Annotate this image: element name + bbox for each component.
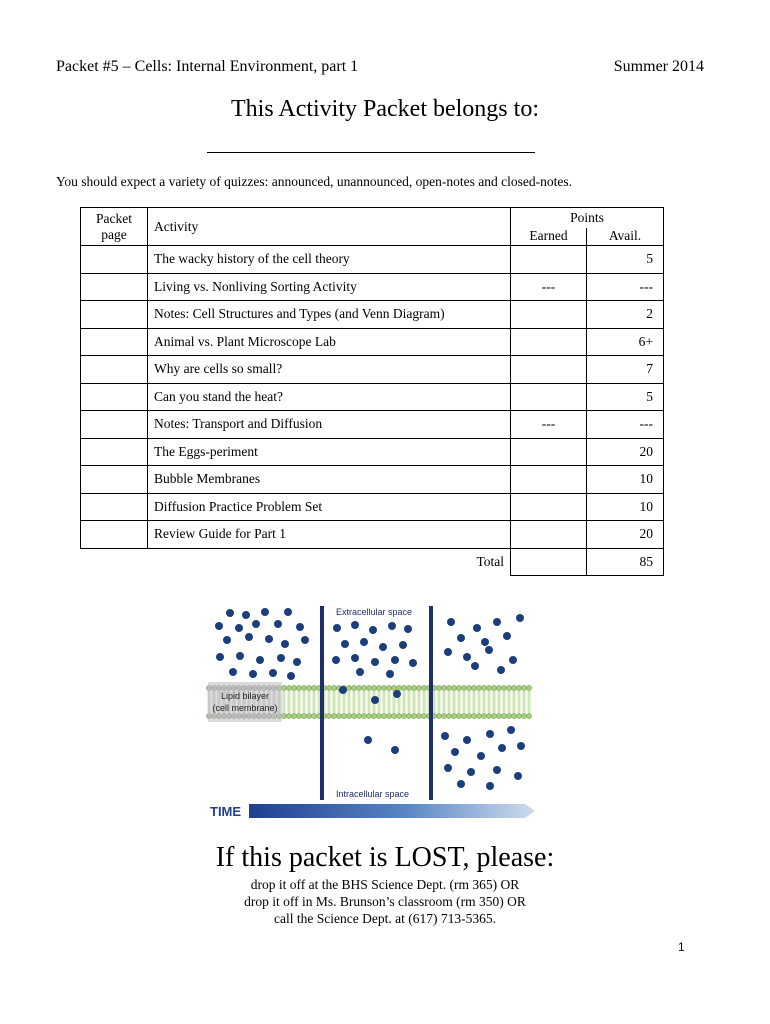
earned-cell[interactable] [511,356,587,384]
molecule-dot [274,620,282,628]
lipid-tail [338,691,341,713]
molecule-dot [486,730,494,738]
lipid-head [371,713,376,718]
earned-cell[interactable] [511,466,587,494]
lipid-head [386,713,391,718]
lipid-head [456,685,461,690]
lipid-tail [478,691,481,713]
lipid-head [471,713,476,718]
lipid-head [511,685,516,690]
molecule-dot [301,636,309,644]
molecule-dot [444,764,452,772]
packet-page-cell[interactable] [81,273,148,301]
lipid-head [296,685,301,690]
molecule-dot [261,608,269,616]
lipid-head [481,685,486,690]
packet-page-cell[interactable] [81,301,148,329]
earned-cell[interactable] [511,328,587,356]
molecule-dot [444,648,452,656]
avail-cell: 7 [587,356,664,384]
lost-heading: If this packet is LOST, please: [215,842,555,873]
table-row [81,438,664,466]
molecule-dot [287,672,295,680]
total-earned-cell[interactable] [511,548,587,576]
lost-line-3: call the Science Dept. at (617) 713-5365. [274,911,496,926]
table-row [81,356,664,384]
lipid-head [406,713,411,718]
lipid-head [356,713,361,718]
packet-page-cell[interactable] [81,356,148,384]
packet-page-cell[interactable] [81,411,148,439]
molecule-dot [371,658,379,666]
packet-page-cell[interactable] [81,383,148,411]
lipid-tail [383,691,386,713]
lipid-head [311,685,316,690]
lipid-head [441,713,446,718]
col-header-page: Packet page [81,208,148,246]
molecule-dot [296,623,304,631]
total-row [81,548,664,576]
lipid-head [466,713,471,718]
earned-cell[interactable]: --- [511,411,587,439]
lipid-tail [493,691,496,713]
activity-cell: Notes: Transport and Diffusion [148,411,511,439]
lipid-head [286,685,291,690]
lipid-head [376,713,381,718]
avail-cell: 20 [587,438,664,466]
molecule-dot [339,686,347,694]
molecule-dot [356,668,364,676]
earned-cell[interactable] [511,301,587,329]
activity-cell: The wacky history of the cell theory [148,246,511,274]
lipid-head [481,713,486,718]
lipid-tail [288,691,291,713]
molecule-dot [447,618,455,626]
lipid-head [401,713,406,718]
molecule-dot [236,652,244,660]
lipid-tail [293,691,296,713]
molecule-dot [493,618,501,626]
lipid-head [521,713,526,718]
page-title: This Activity Packet belongs to: [231,96,539,122]
molecule-dot [493,766,501,774]
packet-page-cell[interactable] [81,328,148,356]
lipid-head [506,713,511,718]
lipid-tail [303,691,306,713]
molecule-dot [293,658,301,666]
lipid-head [296,713,301,718]
molecule-dot [481,638,489,646]
activity-cell: Can you stand the heat? [148,383,511,411]
molecule-dot [379,643,387,651]
molecule-dot [441,732,449,740]
molecule-dot [281,640,289,648]
lipid-head [386,685,391,690]
lipid-head [331,713,336,718]
lost-line-2: drop it off in Ms. Brunson’s classroom (rm 350) OR [244,894,526,909]
avail-cell: 20 [587,521,664,549]
molecule-dot [457,780,465,788]
lipid-tail [413,691,416,713]
molecule-dot [284,608,292,616]
lost-instructions [0,876,770,927]
avail-cell: 10 [587,466,664,494]
lipid-tail [363,691,366,713]
lipid-head [451,713,456,718]
activity-table [80,207,664,576]
molecule-dot [471,662,479,670]
table-row [81,273,664,301]
lipid-tail [353,691,356,713]
bilayer-label-2: (cell membrane) [212,703,278,713]
molecule-dot [215,622,223,630]
header-left: Packet #5 – Cells: Internal Environment, part 1 [56,58,359,75]
lipid-head [501,685,506,690]
table-row [81,466,664,494]
molecule-dot [486,782,494,790]
molecule-dot [485,646,493,654]
lipid-tail [348,691,351,713]
lipid-tail [438,691,441,713]
col-header-activity: Activity [148,208,511,246]
total-avail-cell: 85 [587,548,664,576]
lipid-head [421,685,426,690]
col-header-avail: Avail. [587,228,664,246]
lipid-head [446,713,451,718]
molecule-dot [386,670,394,678]
lipid-tail [518,691,521,713]
lipid-tail [473,691,476,713]
table-row [81,521,664,549]
molecule-dot [277,654,285,662]
lipid-tail [343,691,346,713]
lipid-tail [443,691,446,713]
lipid-tail [388,691,391,713]
molecule-dot [503,632,511,640]
lipid-head [396,685,401,690]
lipid-head [516,685,521,690]
avail-cell: --- [587,411,664,439]
earned-cell[interactable]: --- [511,273,587,301]
lipid-head [456,713,461,718]
col-header-points: Points [511,208,664,228]
lipid-head [351,685,356,690]
bilayer-label-1: Lipid bilayer [220,691,270,701]
molecule-dot [516,614,524,622]
molecule-dot [223,636,231,644]
lipid-head [466,685,471,690]
lipid-head [416,713,421,718]
table-row [81,383,664,411]
molecule-dot [229,668,237,676]
lipid-tail [418,691,421,713]
bilayer-label-box [208,682,282,722]
molecule-dot [249,670,257,678]
molecule-dot [256,656,264,664]
molecule-dot [242,611,250,619]
molecule-dot [388,622,396,630]
lipid-head [461,685,466,690]
table-row [81,411,664,439]
packet-page-cell[interactable] [81,493,148,521]
molecule-dot [341,640,349,648]
lipid-head [281,713,286,718]
molecule-dot [498,744,506,752]
molecule-dot [409,659,417,667]
lipid-head [411,713,416,718]
lipid-head [371,685,376,690]
lipid-head [366,685,371,690]
lipid-tail [333,691,336,713]
lipid-tail [488,691,491,713]
lipid-head [476,685,481,690]
diffusion-diagram [205,600,537,822]
table-row [81,328,664,356]
lipid-head [391,713,396,718]
molecule-dot [364,736,372,744]
lipid-tail [328,691,331,713]
lipid-tail [313,691,316,713]
earned-cell[interactable] [511,246,587,274]
molecule-dot [517,742,525,750]
table-row [81,493,664,521]
lipid-head [286,713,291,718]
lipid-head [406,685,411,690]
packet-page-cell[interactable] [81,466,148,494]
total-spacer [81,548,148,576]
molecule-dot [457,634,465,642]
molecule-dot [333,624,341,632]
activity-cell: The Eggs-periment [148,438,511,466]
molecule-dot [351,654,359,662]
avail-cell: 6+ [587,328,664,356]
time-label: TIME [210,804,242,819]
lipid-head [306,685,311,690]
molecule-dot [404,625,412,633]
lipid-tail [358,691,361,713]
name-blank-line[interactable] [207,152,535,153]
lipid-head [521,685,526,690]
lipid-tail [283,691,286,713]
lipid-head [361,713,366,718]
intracellular-label: Intracellular space [336,789,410,799]
page-number: 1 [678,940,685,954]
activity-cell: Review Guide for Part 1 [148,521,511,549]
lipid-head [441,685,446,690]
earned-cell[interactable] [511,438,587,466]
molecule-dot [369,626,377,634]
lipid-tail [403,691,406,713]
activity-cell: Diffusion Practice Problem Set [148,493,511,521]
lipid-head [501,713,506,718]
molecule-dot [463,736,471,744]
lipid-head [291,713,296,718]
lipid-head [351,713,356,718]
packet-page-cell[interactable] [81,438,148,466]
avail-cell: 10 [587,493,664,521]
lipid-tail [503,691,506,713]
time-arrow [249,804,535,818]
earned-cell[interactable] [511,383,587,411]
lipid-head [396,713,401,718]
lipid-head [291,685,296,690]
lipid-head [356,685,361,690]
lipid-head [451,685,456,690]
molecule-dot [252,620,260,628]
lipid-head [486,685,491,690]
lipid-head [361,685,366,690]
col-header-earned: Earned [511,228,587,246]
lipid-head [491,685,496,690]
lipid-head [346,685,351,690]
earned-cell[interactable] [511,521,587,549]
lipid-head [366,713,371,718]
activity-cell: Living vs. Nonliving Sorting Activity [148,273,511,301]
lipid-tail [453,691,456,713]
lipid-head [461,713,466,718]
avail-cell: 5 [587,246,664,274]
lipid-tail [523,691,526,713]
molecule-dot [473,624,481,632]
earned-cell[interactable] [511,493,587,521]
table-row [81,301,664,329]
lipid-head [416,685,421,690]
lipid-head [301,685,306,690]
lipid-head [496,685,501,690]
lipid-head [476,713,481,718]
molecule-dot [351,621,359,629]
lipid-head [411,685,416,690]
activity-cell: Bubble Membranes [148,466,511,494]
activity-cell: Why are cells so small? [148,356,511,384]
lipid-tail [298,691,301,713]
lipid-head [401,685,406,690]
lipid-head [391,685,396,690]
molecule-dot [507,726,515,734]
time-divider-2 [429,606,433,800]
molecule-dot [497,666,505,674]
lipid-head [486,713,491,718]
lipid-head [436,685,441,690]
lipid-head [336,713,341,718]
avail-cell: --- [587,273,664,301]
molecule-dot [467,768,475,776]
molecule-dot [235,624,243,632]
table-row [81,246,664,274]
lipid-head [496,713,501,718]
molecule-dot [509,656,517,664]
lipid-tail [448,691,451,713]
lipid-tail [508,691,511,713]
lipid-head [326,713,331,718]
lipid-tail [483,691,486,713]
lipid-head [311,713,316,718]
lipid-tail [513,691,516,713]
lipid-head [326,685,331,690]
lipid-head [306,713,311,718]
lipid-head [341,713,346,718]
total-label: Total [476,554,504,569]
molecule-dot [463,653,471,661]
lipid-tail [368,691,371,713]
molecule-dot [393,690,401,698]
lipid-head [526,713,531,718]
molecule-dot [226,609,234,617]
molecule-dot [216,653,224,661]
activity-cell: Animal vs. Plant Microscope Lab [148,328,511,356]
lipid-head [446,685,451,690]
lipid-tail [308,691,311,713]
lipid-tail [463,691,466,713]
extracellular-label: Extracellular space [336,607,413,617]
lipid-head [381,685,386,690]
lipid-tail [458,691,461,713]
quiz-note: You should expect a variety of quizzes: announced, unannounced, open-notes and closed-notes. [56,174,572,189]
molecule-dot [269,669,277,677]
lipid-head [491,713,496,718]
lipid-head [516,713,521,718]
lipid-head [381,713,386,718]
lipid-tail [423,691,426,713]
avail-cell: 2 [587,301,664,329]
packet-page-cell[interactable] [81,246,148,274]
lipid-head [471,685,476,690]
lipid-head [331,685,336,690]
molecule-dot [371,696,379,704]
lipid-head [346,713,351,718]
lipid-head [376,685,381,690]
molecule-dot [514,772,522,780]
packet-page-cell[interactable] [81,521,148,549]
molecule-dot [477,752,485,760]
molecule-dot [399,641,407,649]
header-right: Summer 2014 [613,58,704,75]
time-divider-1 [320,606,324,800]
lost-line-1: drop it off at the BHS Science Dept. (rm 365) OR [250,877,520,892]
molecule-dot [451,748,459,756]
lipid-head [421,713,426,718]
molecule-dot [360,638,368,646]
molecule-dot [332,656,340,664]
lipid-head [281,685,286,690]
activity-cell: Notes: Cell Structures and Types (and Venn Diagram) [148,301,511,329]
lipid-head [301,713,306,718]
lipid-head [511,713,516,718]
lipid-head [436,713,441,718]
lipid-tail [528,691,531,713]
lipid-tail [498,691,501,713]
molecule-dot [265,635,273,643]
lipid-tail [468,691,471,713]
lipid-head [526,685,531,690]
lipid-tail [408,691,411,713]
lipid-head [506,685,511,690]
molecule-dot [391,746,399,754]
molecule-dot [391,656,399,664]
avail-cell: 5 [587,383,664,411]
molecule-dot [245,633,253,641]
